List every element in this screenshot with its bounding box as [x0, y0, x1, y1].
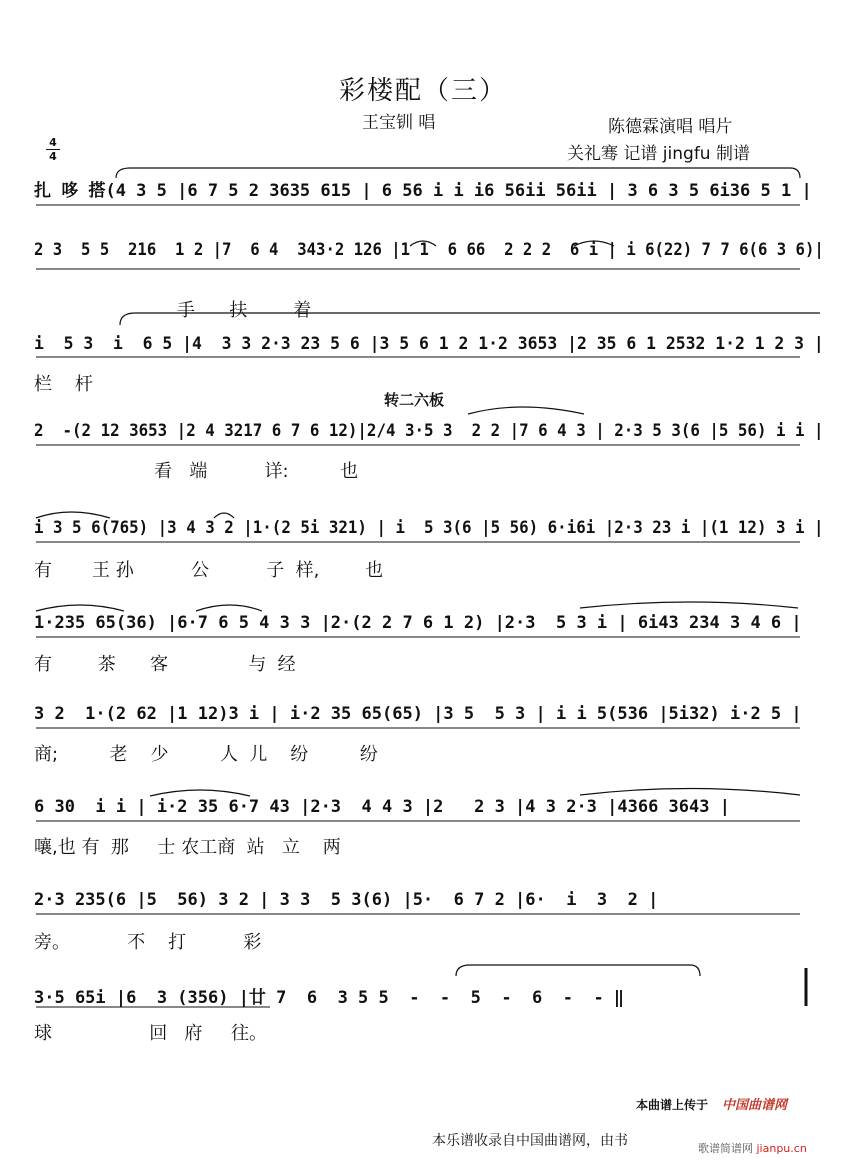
watermark [698, 1140, 807, 1156]
notation-line: i 3 5 6(765) |3 4 3 2 |1·(2 5i 321) | i 5 3(6 |5 56) 6·i6i |2·3 23 i |(1 12) 3 i | [34, 518, 824, 538]
notation-line: 2 -(2 12 3653 |2 4 3217 6 7 6 12)|2/4 3·5 3 2 2 |7 6 4 3 | 2·3 5 3(6 |5 56) i i | [34, 421, 824, 441]
notation-line: 扎 哆 搭(4 3 5 |6 7 5 2 3635 615 | 6 56 i i i6 56ii 56ii | 3 6 3 5 6i36 5 1 | [34, 181, 812, 201]
time-signature-bottom: 4 [49, 150, 57, 163]
source-note: 本乐谱收录自中国曲谱网，由书 [432, 1133, 628, 1149]
lyric-line: 栏 杆 [34, 374, 93, 395]
upload-note: 本曲谱上传于 [636, 1098, 709, 1112]
lyric-line: 有 王 孙 公 子 样, 也 [34, 560, 384, 581]
lyric-line: 手 扶 着 [34, 300, 312, 321]
notation-line: 2 3 5 5 216 1 2 |7 6 4 343·2 126 |1 1 6 66 2 2 2 6 i | i 6(22) 7 7 6(6 3 6)| [34, 240, 824, 260]
lyric-line: 有 茶 客 与 经 [34, 654, 296, 675]
notation-line: 3 2 1·(2 62 |1 12)3 i | i·2 35 65(65) |3 5 5 3 | i i 5(536 |5i32) i·2 5 | [34, 704, 802, 724]
watermark-url: jianpu.cn [756, 1142, 807, 1155]
notation-line: i 5 3 i 6 5 |4 3 3 2·3 23 5 6 |3 5 6 1 2 1·2 3653 |2 35 6 1 2532 1·2 1 2 3 | [34, 334, 824, 354]
notation-line: 1·235 65(36) |6·7 6 5 4 3 3 |2·(2 2 7 6 1 2) |2·3 5 3 i | 6i43 234 3 4 6 | [34, 613, 802, 633]
notation-line: 2·3 235(6 |5 56) 3 2 | 3 3 5 3(6) |5· 6 7 2 |6· i 3 2 | [34, 890, 659, 910]
time-signature-top: 4 [49, 136, 57, 149]
time-signature [46, 137, 60, 162]
singer-credit: 王宝钏 唱 [362, 113, 436, 133]
lyric-line: 嚷,也 有 那 士 农工商 站 立 两 [34, 837, 341, 858]
lyric-line: 商; 老 少 人 儿 纷 纷 [34, 744, 378, 765]
tempo-marker: 转二六板 [384, 391, 445, 409]
performer-credit: 陈德霖演唱 唱片 [608, 117, 733, 137]
page-title: 彩楼配（三） [338, 76, 507, 106]
lyric-line: 旁。 不 打 彩 [34, 932, 262, 953]
lyric-line: 看 端 详: 也 [34, 461, 359, 482]
notation-line: 3·5 65i |6 3 (356) |廿 7 6 3 5 5 - - 5 - 6 - - ‖ [34, 988, 625, 1008]
watermark-text: 歌谱简谱网 [698, 1142, 753, 1155]
notation-credit: 关礼骞 记谱 jingfu 制谱 [567, 144, 750, 164]
notation-line: 6 30 i i | i·2 35 6·7 43 |2·3 4 4 3 |2 2 3 |4 3 2·3 |4366 3643 | [34, 797, 730, 817]
staff-row-10 [34, 983, 824, 1103]
site-logo: 中国曲谱网 [722, 1098, 788, 1113]
lyric-line: 球 回 府 往。 [34, 1023, 268, 1044]
